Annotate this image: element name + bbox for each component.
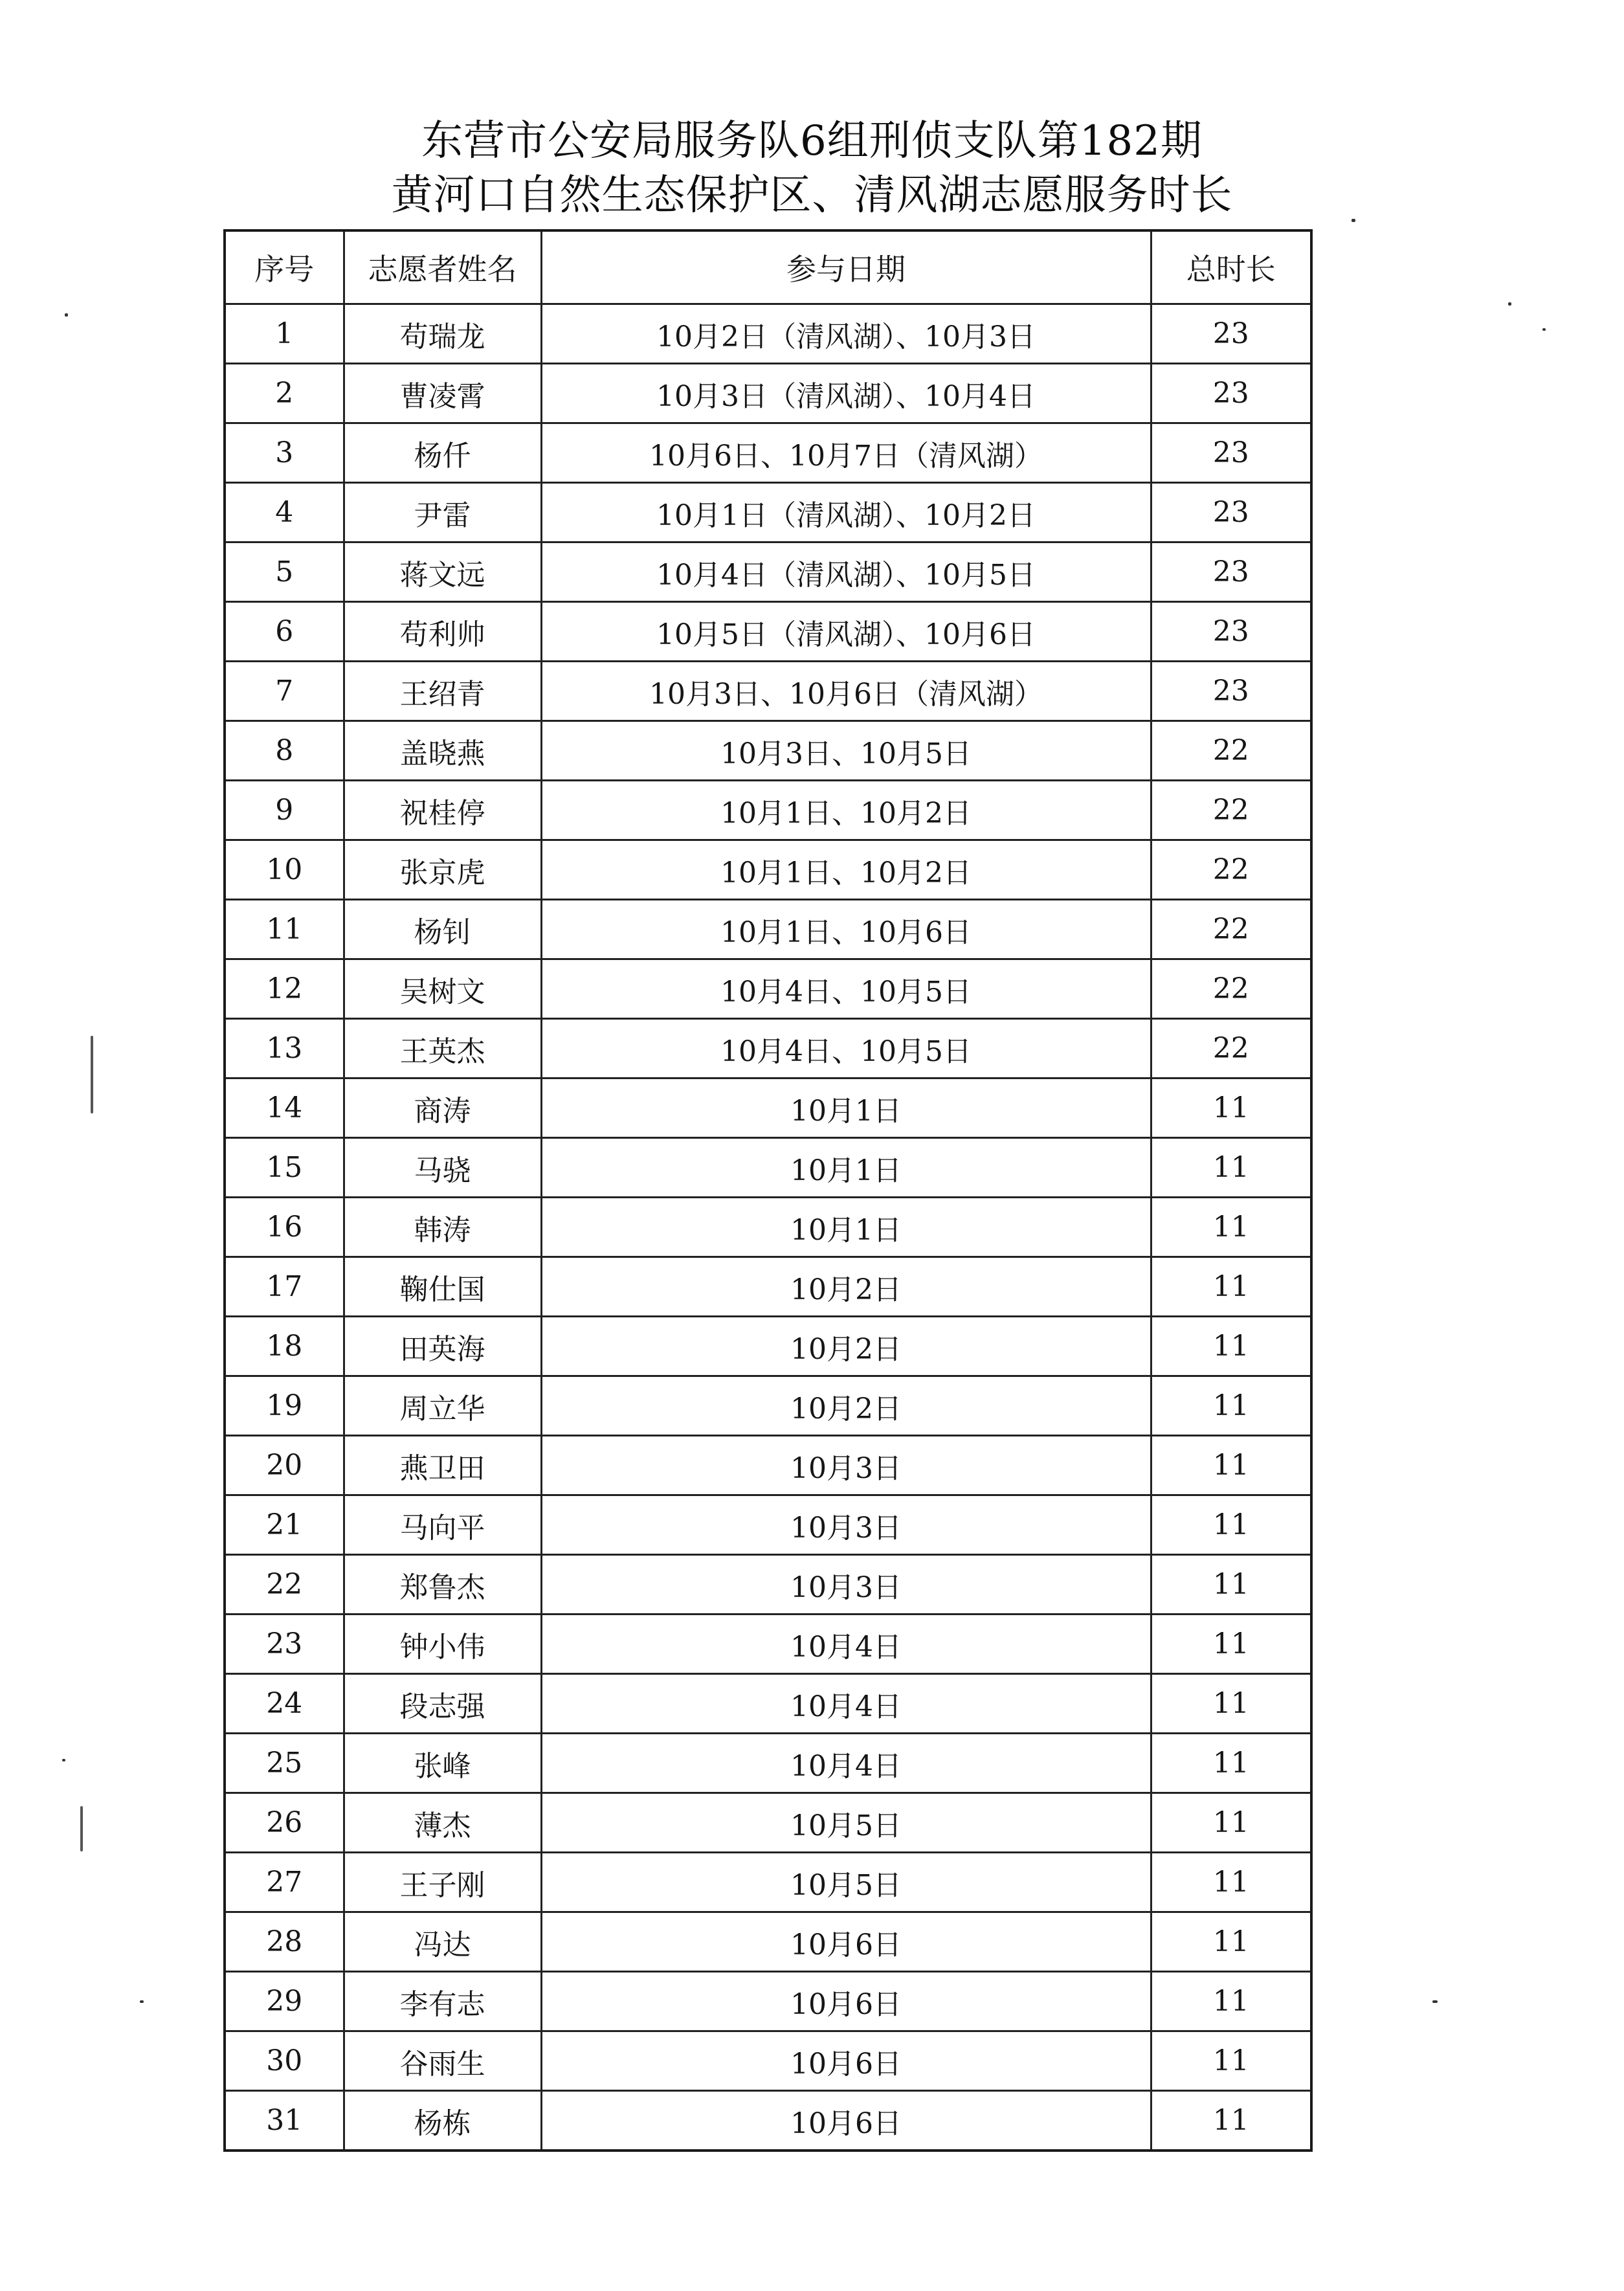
table-row (225, 1674, 1311, 1734)
scan-speck (65, 313, 68, 317)
cell-participation-dates: 10月1日 (541, 1198, 1151, 1257)
cell-index: 16 (225, 1198, 344, 1257)
cell-volunteer-name: 苟瑞龙 (344, 304, 541, 364)
cell-total-hours: 11 (1151, 1317, 1311, 1376)
cell-participation-dates: 10月4日、10月5日 (541, 959, 1151, 1019)
table-body (225, 304, 1311, 2151)
cell-index: 10 (225, 840, 344, 900)
cell-volunteer-name: 张京虎 (344, 840, 541, 900)
cell-total-hours: 11 (1151, 2091, 1311, 2151)
cell-participation-dates: 10月5日 (541, 1853, 1151, 1912)
cell-index: 11 (225, 900, 344, 959)
cell-participation-dates: 10月3日、10月5日 (541, 721, 1151, 781)
cell-volunteer-name: 钟小伟 (344, 1615, 541, 1674)
cell-total-hours: 11 (1151, 1257, 1311, 1317)
header-participation-dates: 参与日期 (541, 230, 1151, 304)
table-row (225, 1912, 1311, 1972)
cell-total-hours: 11 (1151, 1853, 1311, 1912)
cell-participation-dates: 10月3日、10月6日（清风湖） (541, 662, 1151, 721)
cell-volunteer-name: 周立华 (344, 1376, 541, 1436)
cell-total-hours: 23 (1151, 364, 1311, 423)
cell-total-hours: 22 (1151, 721, 1311, 781)
document-title-line-2: 黄河口自然生态保护区、清风湖志愿服务时长 (391, 172, 1233, 219)
cell-index: 13 (225, 1019, 344, 1078)
cell-participation-dates: 10月5日（清风湖）、10月6日 (541, 602, 1151, 662)
cell-participation-dates: 10月4日 (541, 1674, 1151, 1734)
cell-volunteer-name: 马骁 (344, 1138, 541, 1198)
cell-index: 25 (225, 1734, 344, 1793)
table-row (225, 542, 1311, 602)
cell-index: 20 (225, 1436, 344, 1495)
table-row (225, 2091, 1311, 2151)
cell-index: 30 (225, 2031, 344, 2091)
cell-index: 29 (225, 1972, 344, 2031)
table-row (225, 1615, 1311, 1674)
cell-volunteer-name: 王绍青 (344, 662, 541, 721)
cell-participation-dates: 10月6日、10月7日（清风湖） (541, 423, 1151, 483)
cell-index: 26 (225, 1793, 344, 1853)
cell-total-hours: 23 (1151, 423, 1311, 483)
cell-index: 4 (225, 483, 344, 542)
cell-participation-dates: 10月1日、10月2日 (541, 840, 1151, 900)
cell-index: 1 (225, 304, 344, 364)
cell-volunteer-name: 王英杰 (344, 1019, 541, 1078)
cell-total-hours: 22 (1151, 1019, 1311, 1078)
cell-index: 9 (225, 781, 344, 840)
cell-participation-dates: 10月3日 (541, 1495, 1151, 1555)
table-row (225, 1376, 1311, 1436)
cell-volunteer-name: 田英海 (344, 1317, 541, 1376)
cell-volunteer-name: 杨栋 (344, 2091, 541, 2151)
cell-volunteer-name: 王子刚 (344, 1853, 541, 1912)
cell-volunteer-name: 商涛 (344, 1078, 541, 1138)
cell-total-hours: 22 (1151, 900, 1311, 959)
cell-total-hours: 11 (1151, 2031, 1311, 2091)
cell-index: 19 (225, 1376, 344, 1436)
table-row (225, 1972, 1311, 2031)
cell-participation-dates: 10月2日 (541, 1317, 1151, 1376)
table-row (225, 1555, 1311, 1615)
cell-index: 5 (225, 542, 344, 602)
cell-volunteer-name: 吴树文 (344, 959, 541, 1019)
cell-volunteer-name: 段志强 (344, 1674, 541, 1734)
scan-speck (80, 1806, 83, 1851)
cell-total-hours: 11 (1151, 1555, 1311, 1615)
cell-total-hours: 11 (1151, 1198, 1311, 1257)
cell-volunteer-name: 盖晓燕 (344, 721, 541, 781)
cell-index: 18 (225, 1317, 344, 1376)
cell-total-hours: 11 (1151, 1674, 1311, 1734)
table-row (225, 602, 1311, 662)
cell-participation-dates: 10月1日 (541, 1138, 1151, 1198)
cell-participation-dates: 10月6日 (541, 2091, 1151, 2151)
table-row (225, 662, 1311, 721)
table-row (225, 483, 1311, 542)
cell-volunteer-name: 杨仟 (344, 423, 541, 483)
cell-index: 28 (225, 1912, 344, 1972)
cell-participation-dates: 10月2日（清风湖）、10月3日 (541, 304, 1151, 364)
cell-total-hours: 23 (1151, 602, 1311, 662)
cell-index: 2 (225, 364, 344, 423)
table-row (225, 1853, 1311, 1912)
cell-index: 6 (225, 602, 344, 662)
cell-total-hours: 11 (1151, 1972, 1311, 2031)
cell-total-hours: 11 (1151, 1793, 1311, 1853)
scan-speck (1432, 2000, 1438, 2003)
cell-total-hours: 23 (1151, 662, 1311, 721)
cell-participation-dates: 10月5日 (541, 1793, 1151, 1853)
table-row (225, 364, 1311, 423)
cell-volunteer-name: 张峰 (344, 1734, 541, 1793)
cell-volunteer-name: 薄杰 (344, 1793, 541, 1853)
scan-speck (1508, 302, 1511, 306)
cell-index: 23 (225, 1615, 344, 1674)
table-row (225, 423, 1311, 483)
table-row (225, 900, 1311, 959)
table-row (225, 1019, 1311, 1078)
scan-speck (91, 1036, 93, 1113)
cell-volunteer-name: 曹凌霄 (344, 364, 541, 423)
header-total-hours: 总时长 (1151, 230, 1311, 304)
cell-volunteer-name: 杨钊 (344, 900, 541, 959)
table-row (225, 840, 1311, 900)
table-row (225, 304, 1311, 364)
cell-index: 31 (225, 2091, 344, 2151)
cell-volunteer-name: 祝桂停 (344, 781, 541, 840)
table-row (225, 781, 1311, 840)
cell-index: 14 (225, 1078, 344, 1138)
cell-total-hours: 11 (1151, 1436, 1311, 1495)
table-row (225, 721, 1311, 781)
cell-participation-dates: 10月3日 (541, 1436, 1151, 1495)
cell-participation-dates: 10月4日（清风湖）、10月5日 (541, 542, 1151, 602)
cell-index: 12 (225, 959, 344, 1019)
table-row (225, 1495, 1311, 1555)
cell-participation-dates: 10月4日 (541, 1734, 1151, 1793)
cell-participation-dates: 10月1日、10月2日 (541, 781, 1151, 840)
table-row (225, 1138, 1311, 1198)
cell-volunteer-name: 鞠仕国 (344, 1257, 541, 1317)
header-volunteer-name: 志愿者姓名 (344, 230, 541, 304)
cell-participation-dates: 10月1日（清风湖）、10月2日 (541, 483, 1151, 542)
cell-volunteer-name: 尹雷 (344, 483, 541, 542)
cell-index: 22 (225, 1555, 344, 1615)
table-row (225, 1198, 1311, 1257)
cell-volunteer-name: 李有志 (344, 1972, 541, 2031)
cell-participation-dates: 10月2日 (541, 1376, 1151, 1436)
cell-participation-dates: 10月6日 (541, 1972, 1151, 2031)
cell-total-hours: 11 (1151, 1912, 1311, 1972)
cell-total-hours: 11 (1151, 1376, 1311, 1436)
cell-participation-dates: 10月3日（清风湖）、10月4日 (541, 364, 1151, 423)
cell-participation-dates: 10月6日 (541, 2031, 1151, 2091)
table-row (225, 1436, 1311, 1495)
cell-index: 27 (225, 1853, 344, 1912)
scan-speck (1542, 328, 1546, 331)
cell-total-hours: 11 (1151, 1615, 1311, 1674)
cell-participation-dates: 10月6日 (541, 1912, 1151, 1972)
cell-participation-dates: 10月2日 (541, 1257, 1151, 1317)
table-row (225, 959, 1311, 1019)
cell-volunteer-name: 冯达 (344, 1912, 541, 1972)
table-row (225, 1257, 1311, 1317)
cell-volunteer-name: 马向平 (344, 1495, 541, 1555)
cell-index: 17 (225, 1257, 344, 1317)
cell-index: 21 (225, 1495, 344, 1555)
cell-participation-dates: 10月3日 (541, 1555, 1151, 1615)
cell-index: 15 (225, 1138, 344, 1198)
table-header-row (225, 230, 1311, 304)
scan-speck (62, 1759, 65, 1761)
cell-total-hours: 11 (1151, 1734, 1311, 1793)
scan-speck (140, 2000, 144, 2003)
cell-total-hours: 23 (1151, 304, 1311, 364)
cell-total-hours: 22 (1151, 840, 1311, 900)
cell-participation-dates: 10月1日、10月6日 (541, 900, 1151, 959)
table-row (225, 1078, 1311, 1138)
table-row (225, 2031, 1311, 2091)
cell-total-hours: 23 (1151, 542, 1311, 602)
document-title-line-1: 东营市公安局服务队6组刑侦支队第182期 (421, 117, 1203, 165)
cell-participation-dates: 10月4日 (541, 1615, 1151, 1674)
cell-volunteer-name: 郑鲁杰 (344, 1555, 541, 1615)
cell-volunteer-name: 谷雨生 (344, 2031, 541, 2091)
cell-total-hours: 22 (1151, 959, 1311, 1019)
table-row (225, 1734, 1311, 1793)
table-row (225, 1793, 1311, 1853)
cell-participation-dates: 10月4日、10月5日 (541, 1019, 1151, 1078)
cell-index: 24 (225, 1674, 344, 1734)
cell-volunteer-name: 苟利帅 (344, 602, 541, 662)
cell-total-hours: 11 (1151, 1495, 1311, 1555)
cell-volunteer-name: 蒋文远 (344, 542, 541, 602)
cell-index: 7 (225, 662, 344, 721)
cell-total-hours: 11 (1151, 1138, 1311, 1198)
header-index: 序号 (225, 230, 344, 304)
cell-index: 8 (225, 721, 344, 781)
cell-volunteer-name: 韩涛 (344, 1198, 541, 1257)
cell-index: 3 (225, 423, 344, 483)
volunteer-hours-table (223, 229, 1313, 2152)
cell-total-hours: 23 (1151, 483, 1311, 542)
table-row (225, 1317, 1311, 1376)
cell-volunteer-name: 燕卫田 (344, 1436, 541, 1495)
cell-total-hours: 22 (1151, 781, 1311, 840)
cell-total-hours: 11 (1151, 1078, 1311, 1138)
cell-participation-dates: 10月1日 (541, 1078, 1151, 1138)
scan-speck (1351, 219, 1355, 222)
